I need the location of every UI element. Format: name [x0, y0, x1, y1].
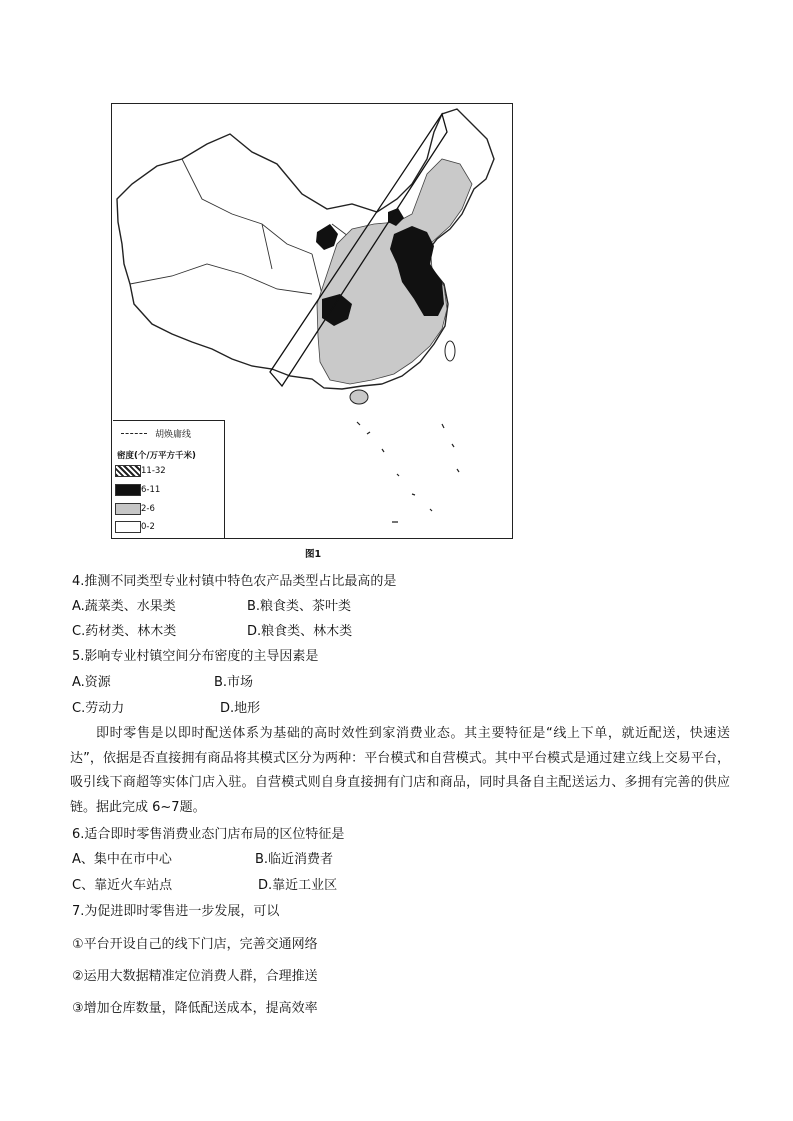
china-outline	[117, 109, 494, 389]
q5-option-a: A.资源	[72, 675, 111, 690]
south-sea-islands	[357, 422, 459, 522]
dashed-line-icon	[121, 433, 147, 434]
q5-option-c: C.劳动力	[72, 701, 125, 716]
q7-item-1: ①平台开设自己的线下门店，完善交通网络	[72, 937, 318, 952]
q6-option-a: A、集中在市中心	[72, 852, 172, 867]
q7-item-2: ②运用大数据精准定位消费人群，合理推送	[72, 969, 318, 984]
legend-label: 11-32	[141, 466, 166, 476]
q7-stem: 7.为促进即时零售进一步发展，可以	[72, 904, 280, 919]
legend-line-label: 胡焕庸线	[155, 430, 192, 440]
map-legend	[113, 420, 225, 538]
legend-item	[141, 504, 155, 514]
legend-label: 2-6	[141, 504, 155, 514]
q4-option-d: D.粮食类、林木类	[247, 624, 353, 639]
q4-option-c: C.药材类、林木类	[72, 624, 177, 639]
legend-item	[141, 522, 155, 532]
q5-stem: 5.影响专业村镇空间分布密度的主导因素是	[72, 649, 319, 664]
q7-item-3: ③增加仓库数量，降低配送成本，提高效率	[72, 1001, 318, 1016]
q5-option-d: D.地形	[220, 701, 261, 716]
q6-option-b: B.临近消费者	[255, 852, 334, 867]
taiwan	[445, 341, 455, 361]
legend-line-row	[121, 427, 191, 440]
q5-option-b: B.市场	[214, 675, 254, 690]
passage: 即时零售是以即时配送体系为基础的高时效性到家消费业态。其主要特征是“线上下单，就近配送，快速送达”，依据是否直接拥有商品将其模式区分为两种：平台模式和自营模式。其中平台模式是通过建立线上交易平台，吸引线下商超等实体门店入驻。自营模式则自身直接拥有门店和商品，同时具备自主配送运力、多拥有完善的供应链。据此完成 6~7题。	[70, 726, 730, 815]
legend-swatch-black	[115, 484, 141, 496]
q4-option-b: B.粮食类、茶叶类	[247, 599, 352, 614]
figure-caption: 图1	[305, 549, 322, 560]
legend-swatch-gray	[115, 503, 141, 515]
legend-swatch-hatched	[115, 465, 141, 477]
legend-swatch-white	[115, 521, 141, 533]
legend-label: 6-11	[141, 485, 161, 495]
legend-item	[141, 466, 166, 476]
q4-stem: 4.推测不同类型专业村镇中特色农产品类型占比最高的是	[72, 574, 397, 589]
q6-stem: 6.适合即时零售消费业态门店布局的区位特征是	[72, 827, 345, 842]
hainan	[350, 390, 368, 404]
legend-label: 0-2	[141, 522, 155, 532]
q6-option-c: C、靠近火车站点	[72, 878, 173, 893]
q4-option-a: A.蔬菜类、水果类	[72, 599, 176, 614]
q6-option-d: D.靠近工业区	[258, 878, 338, 893]
legend-item	[141, 485, 160, 495]
map-figure	[111, 103, 513, 539]
legend-density-title: 密度(个/万平方千米)	[117, 451, 196, 461]
